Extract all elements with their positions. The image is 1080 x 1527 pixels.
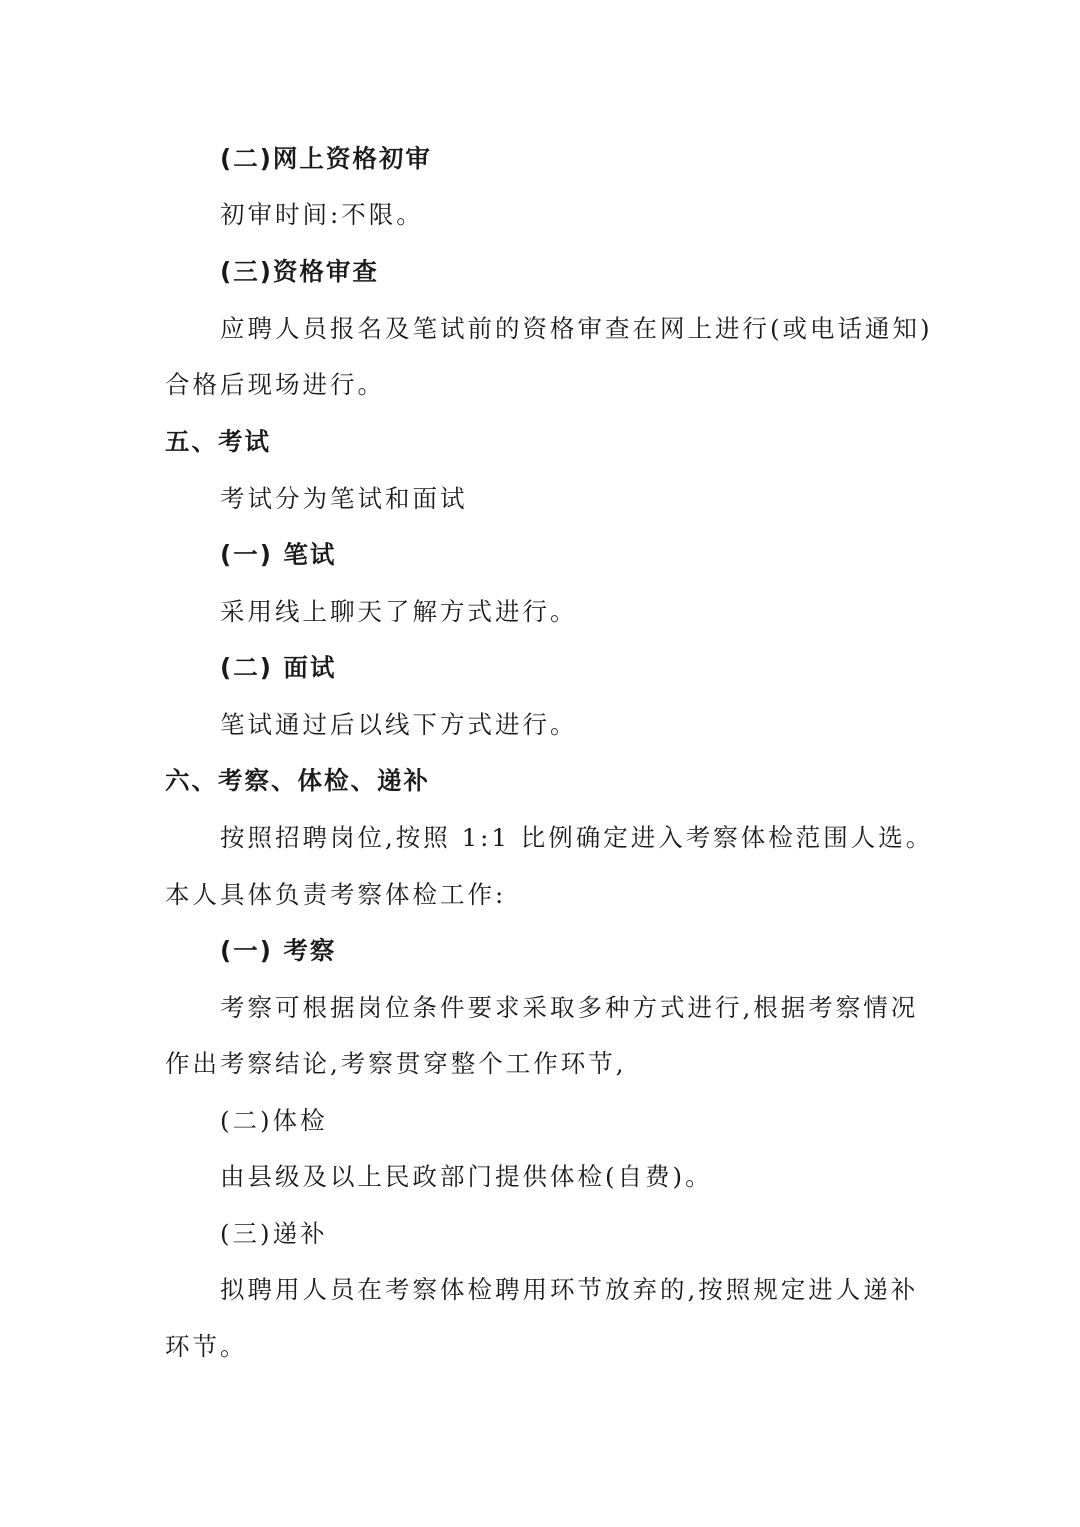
subheading-investigation: (一) 考察: [220, 936, 337, 965]
paragraph-prescreen-time: 初审时间:不限。: [220, 200, 424, 229]
section-heading-exam: 五、考试: [165, 427, 271, 456]
paragraph-review-line-1: 应聘人员报名及笔试前的资格审查在网上进行(或电话通知): [220, 314, 933, 343]
paragraph-interview: 笔试通过后以线下方式进行。: [220, 710, 578, 739]
subheading-online-prescreen: (二)网上资格初审: [220, 144, 432, 173]
subheading-written-test: (一) 笔试: [220, 540, 337, 569]
paragraph-review-line-2: 合格后现场进行。: [165, 370, 385, 399]
paragraph-physical-exam: 由县级及以上民政部门提供体检(自费)。: [220, 1162, 713, 1191]
subheading-interview: (二) 面试: [220, 653, 337, 682]
paragraph-exam-intro: 考试分为笔试和面试: [220, 484, 468, 513]
subheading-replacement: (三)递补: [220, 1219, 328, 1248]
subheading-qualification-review: (三)资格审查: [220, 257, 379, 286]
paragraph-inspection-line-2: 本人具体负责考察体检工作:: [165, 880, 507, 909]
paragraph-replacement-line-2: 环节。: [165, 1332, 248, 1361]
paragraph-inspection-line-1: 按照招聘岗位,按照 1:1 比例确定进入考察体检范围人选。: [220, 823, 934, 852]
section-heading-inspection: 六、考察、体检、递补: [165, 766, 430, 795]
paragraph-written-test: 采用线上聊天了解方式进行。: [220, 597, 578, 626]
subheading-physical-exam: (二)体检: [220, 1106, 328, 1135]
paragraph-replacement-line-1: 拟聘用人员在考察体检聘用环节放弃的,按照规定进人递补: [220, 1275, 919, 1304]
paragraph-investigation-line-2: 作出考察结论,考察贯穿整个工作环节,: [165, 1049, 627, 1078]
paragraph-investigation-line-1: 考察可根据岗位条件要求采取多种方式进行,根据考察情况: [220, 993, 919, 1022]
